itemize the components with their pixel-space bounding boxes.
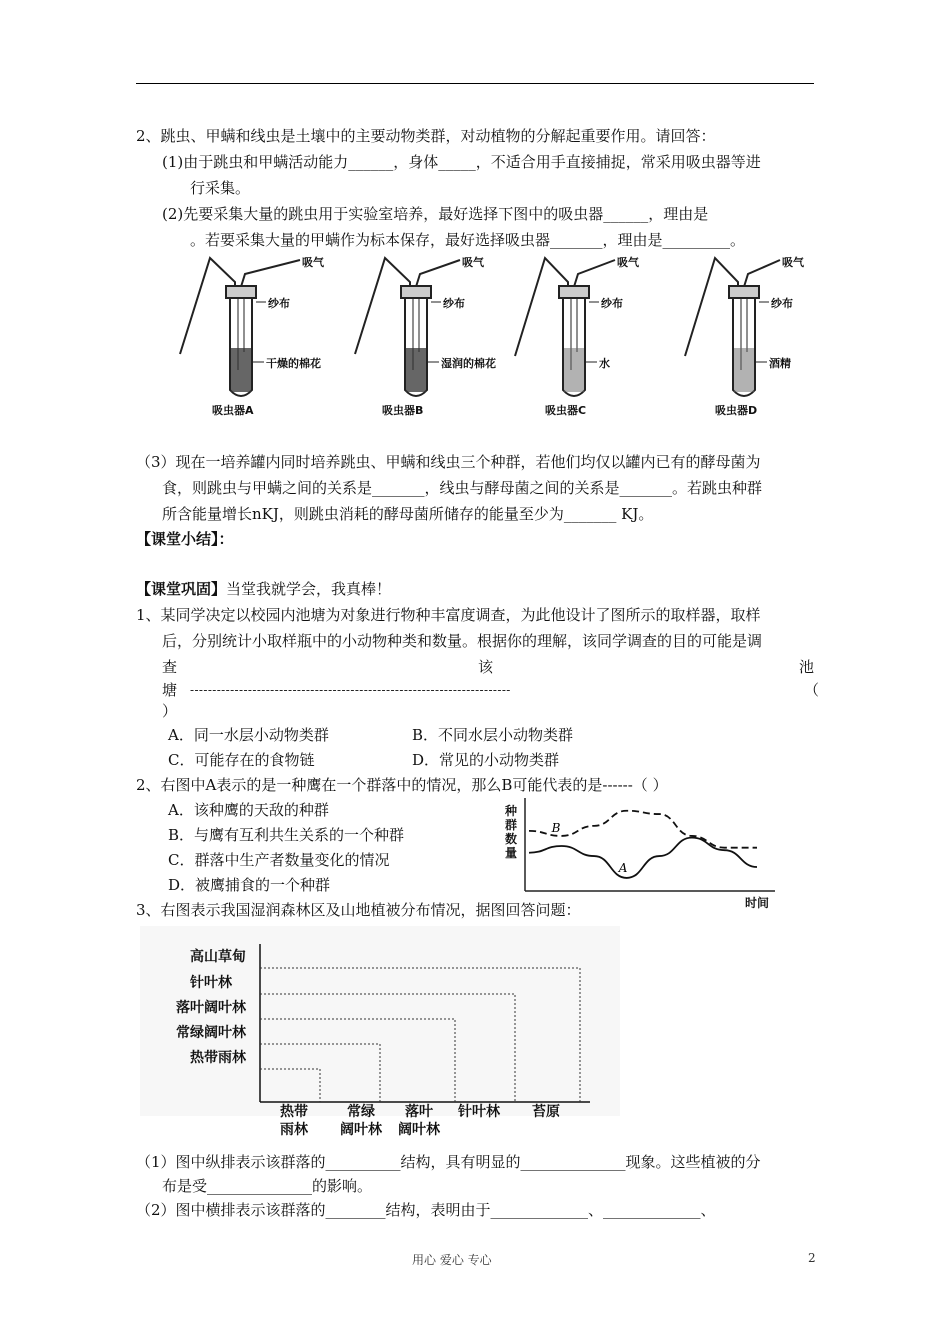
aspirator-drawings [160,252,820,422]
label-c-bottom: 水 [599,357,610,370]
veg-x-label-4: 苔原 [532,1104,560,1120]
series-label-b: B [551,820,561,835]
veg-y-label-4: 热带雨林 [190,1050,246,1066]
c1-word-4: 塘 [162,681,178,699]
veg-y-label-2: 落叶阔叶林 [176,1000,246,1016]
aspirator-a [180,258,300,396]
q2-part1-a: (1)由于跳虫和甲螨活动能力______，身体_____，不适合用手直接捕捉，常采用吸虫器等进 [162,153,761,171]
veg-x-label-0: 热带 雨林 [280,1104,308,1138]
veg-y-label-1: 针叶林 [190,975,232,991]
population-chart [505,796,795,908]
aspirator-b [355,258,460,396]
c3-sub1-b: 布是受______________的影响。 [162,1177,373,1195]
c1-option-a: A．同一水层小动物类群 [168,726,329,744]
q2-part2-a: (2)先要采集大量的跳虫用于实验室培养，最好选择下图中的吸虫器______，理由是 [162,205,709,223]
aspirator-figure [160,252,820,422]
series-label-a: A [618,860,628,875]
c3-sub1-a: （1）图中纵排表示该群落的__________结构，具有明显的______________现象。这些植被的分 [136,1153,761,1171]
veg-y-label-0: 高山草甸 [190,949,246,965]
label-d-mid: 纱布 [771,297,793,310]
consolidate-heading: 【课堂巩固】 [136,580,227,598]
c1-line-a: 1、某同学决定以校园内池塘为对象进行物种丰富度调查，为此他设计了图所示的取样器，取样 [136,606,761,624]
c2-option-c: C．群落中生产者数量变化的情况 [168,851,390,869]
label-b-mid: 纱布 [443,297,465,310]
label-d-name: 吸虫器D [715,404,758,417]
c1-word-1: 查 [162,658,178,676]
chart-svg [505,796,795,908]
c1-paren-close: ） [162,702,178,720]
chart-xlabel: 时间 [745,896,770,910]
c1-word-2: 该 [478,658,494,676]
summary-heading: 【课堂小结】： [136,530,234,548]
label-d-bottom: 酒精 [769,357,791,370]
footer-text: 用心 爱心 专心 [412,1253,492,1267]
q2-intro: 2、跳虫、甲螨和线虫是土壤中的主要动物类群，对动植物的分解起重要作用。请回答： [136,127,716,145]
label-d-top: 吸气 [782,256,804,269]
series-line-b [529,811,757,848]
label-a-mid: 纱布 [268,297,290,310]
c1-line-b: 后，分别统计小取样瓶中的小动物种类和数量。根据你的理解，该同学调查的目的可能是调 [162,632,763,650]
q2-part2-b: 。若要采集大量的甲螨作为标本保存，最好选择吸虫器_______，理由是_________。 [190,231,746,249]
c1-option-c: C．可能存在的食物链 [168,751,315,769]
q2-part3-b: 食，则跳虫与甲螨之间的关系是_______，线虫与酵母菌之间的关系是_______。若跳虫种群 [162,479,763,497]
label-b-bottom: 湿润的棉花 [441,357,496,370]
q2-part3-c: 所含能量增长nKJ，则跳虫消耗的酵母菌所储存的能量至少为_______ KJ。 [162,505,654,523]
series-line-a [529,838,757,878]
label-a-bottom: 干燥的棉花 [266,357,321,370]
c2-question: 2、右图中A表示的是一种鹰在一个群落中的情况，那么B可能代表的是------（ ） [136,776,668,794]
q2-part1-b: 行采集。 [190,179,251,197]
c1-option-b: B．不同水层小动物类群 [412,726,574,744]
q2-part3-a: （3）现在一培养罐内同时培养跳虫、甲螨和线虫三个种群，若他们均仅以罐内已有的酵母菌为 [136,453,761,471]
c1-paren-open: （ [804,681,820,699]
c2-option-b: B．与鹰有互利共生关系的一个种群 [168,826,405,844]
page-number: 2 [808,1251,816,1265]
veg-x-label-3: 针叶林 [458,1104,500,1120]
chart-ylabel: 种群数量 [505,804,518,860]
aspirator-c [515,258,615,396]
label-c-top: 吸气 [617,256,639,269]
veg-x-label-1: 常绿 阔叶林 [340,1104,382,1138]
label-b-name: 吸虫器B [382,404,424,417]
c2-option-a: A．该种鹰的天敌的种群 [168,801,329,819]
c3-sub2: （2）图中横排表示该群落的________结构，表明由于_____________、_____________、 [136,1201,716,1219]
c1-word-3: 池 [799,658,815,676]
c3-question: 3、右图表示我国湿润森林区及山地植被分布情况，据图回答问题： [136,901,581,919]
c1-dash-line: ------------------------------------------------------------------------ [190,683,511,697]
header-rule [136,83,814,84]
veg-x-label-2: 落叶 阔叶林 [398,1104,440,1138]
label-c-name: 吸虫器C [545,404,587,417]
vegetation-figure [140,926,620,1144]
consolidate-text: 当堂我就学会，我真棒！ [226,580,392,598]
label-c-mid: 纱布 [601,297,623,310]
label-a-name: 吸虫器A [212,404,254,417]
consolidate-line [136,577,391,601]
label-a-top: 吸气 [302,256,324,269]
label-b-top: 吸气 [462,256,484,269]
c2-option-d: D．被鹰捕食的一个种群 [168,876,331,894]
veg-y-label-3: 常绿阔叶林 [176,1025,246,1041]
aspirator-d [685,258,780,396]
c1-option-d: D．常见的小动物类群 [412,751,560,769]
